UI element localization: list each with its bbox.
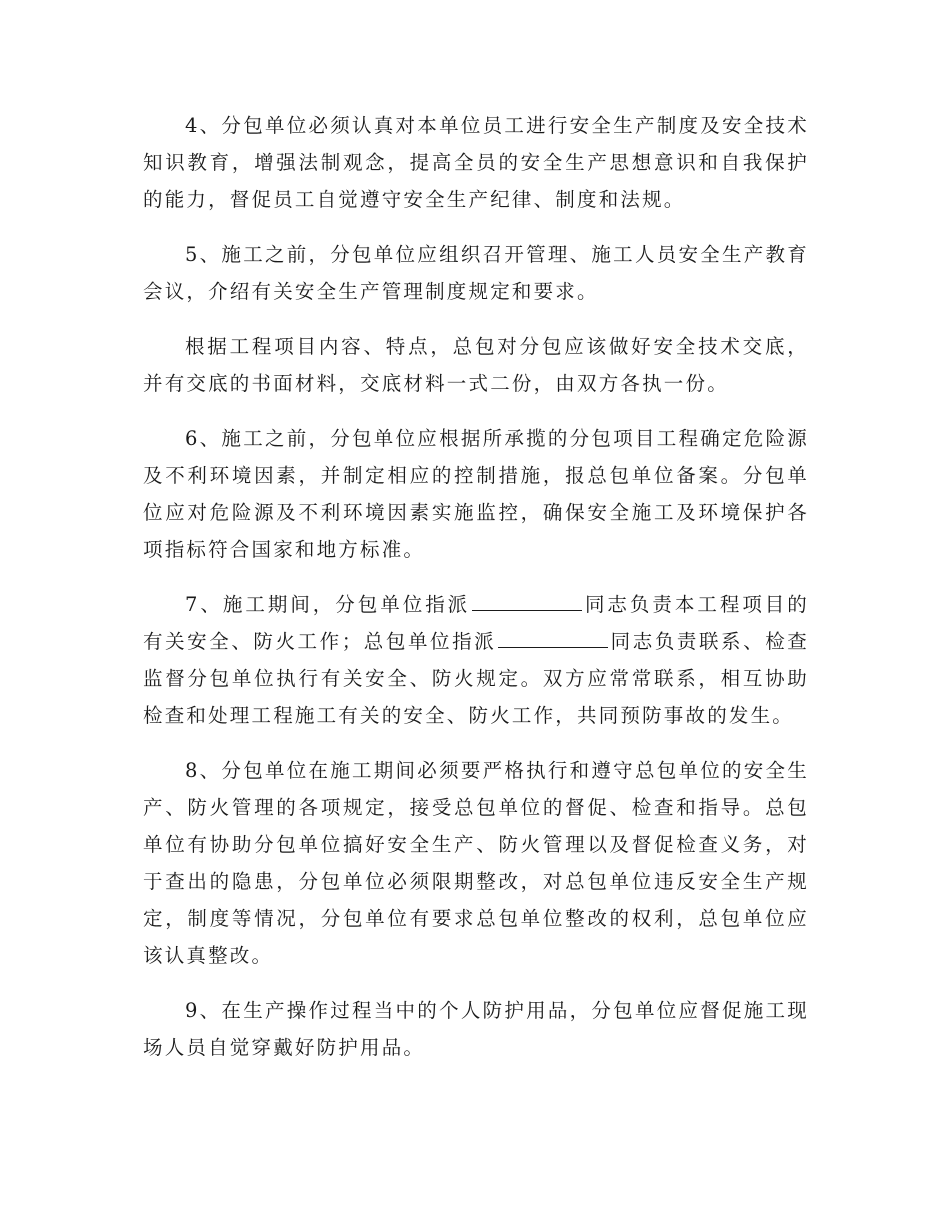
paragraph-8: 8、分包单位在施工期间必须要严格执行和遵守总包单位的安全生产、防火管理的各项规定，接受总包单位的督促、检查和指导。总包单位有协助分包单位搞好安全生产、防火管理以及督促检查义务，对于查出的隐患，分包单位必须限期整改，对总包单位违反安全生产规定，制度等情况，分包单位有要求总包单位整改的权利，总包单位应该认真整改。 [143, 759, 809, 967]
paragraph-5: 5、施工之前，分包单位应组织召开管理、施工人员安全生产教育会议，介绍有关安全生产管理制度规定和要求。 [143, 243, 809, 303]
paragraph-7-part-2: 同志负责本工程项目的有关安全、防火工作；总包单位指派 [143, 593, 809, 653]
paragraph-4: 4、分包单位必须认真对本单位员工进行安全生产制度及安全技术知识教育，增强法制观念，提高全员的安全生产思想意识和自我保护的能力，督促员工自觉遵守安全生产纪律、制度和法规。 [143, 114, 809, 211]
paragraph-7 [143, 586, 809, 734]
document-body [143, 107, 809, 1084]
subcontractor-contact-blank [472, 590, 582, 611]
paragraph-5-safety-briefing: 根据工程项目内容、特点，总包对分包应该做好安全技术交底，并有交底的书面材料，交底材料一式二份，由双方各执一份。 [143, 335, 809, 395]
contractor-contact-blank [498, 627, 608, 648]
paragraph-9: 9、在生产操作过程当中的个人防护用品，分包单位应督促施工现场人员自觉穿戴好防护用品。 [143, 999, 809, 1059]
paragraph-6: 6、施工之前，分包单位应根据所承揽的分包项目工程确定危险源及不利环境因素，并制定相应的控制措施，报总包单位备案。分包单位应对危险源及不利环境因素实施监控，确保安全施工及环境保护各项指标符合国家和地方标准。 [143, 427, 809, 561]
paragraph-7-part-3: 同志负责联系、检查监督分包单位执行有关安全、防火规定。双方应常常联系，相互协助检查和处理工程施工有关的安全、防火工作，共同预防事故的发生。 [143, 630, 809, 727]
paragraph-7-part-1: 7、施工期间，分包单位指派 [185, 593, 471, 616]
